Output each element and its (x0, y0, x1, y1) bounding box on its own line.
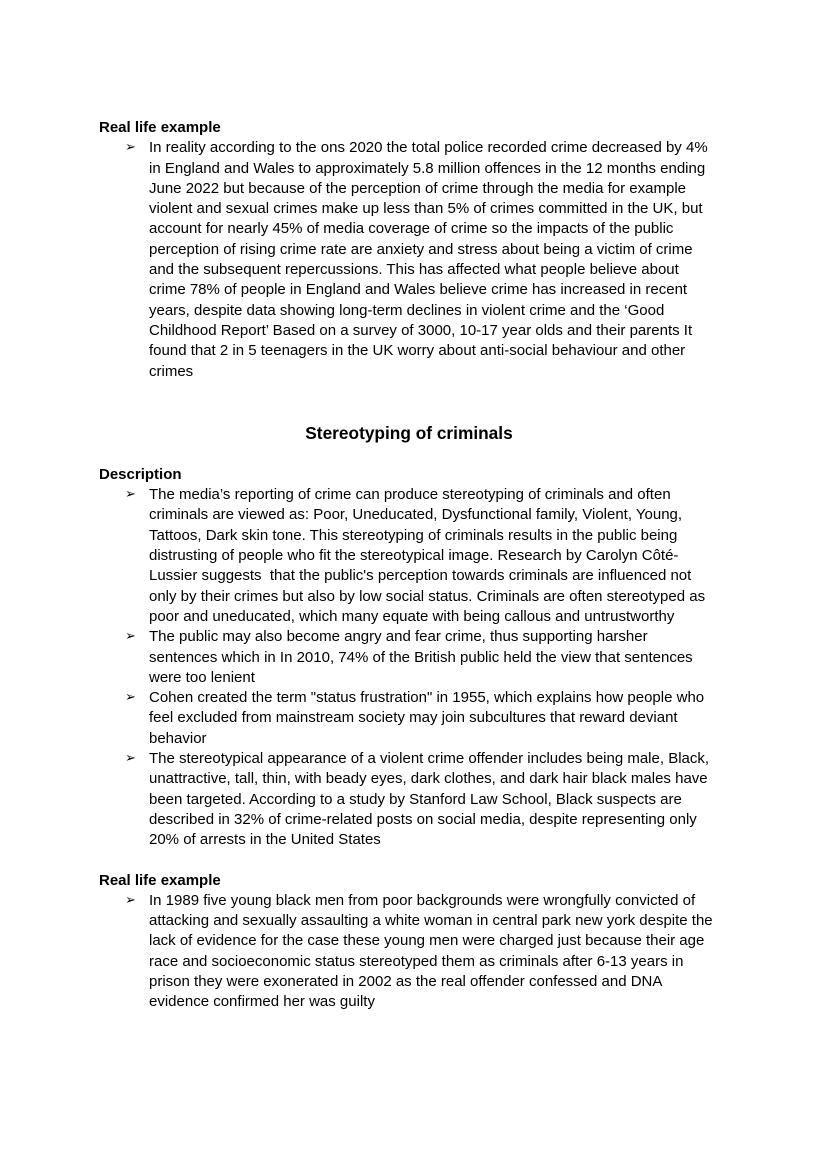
list-item (99, 138, 719, 382)
list-item (99, 891, 719, 1013)
section-description (99, 465, 719, 851)
section-heading: Description (99, 465, 182, 483)
list-item-text: The media’s reporting of crime can produce stereotyping of criminals and often criminals are viewed as: Poor, Uneducated, Dysfunctional family, Violent, Young, Tattoos, Dark skin tone. This stereotyping of criminals results in the public being distrusting of people who fit the stereotypical image. Research by Carolyn Côté-Lussier suggests that the public's perception towards criminals are influenced not only by their crimes but also by low social status. Criminals are often stereotyped as poor and uneducated, which many equate with being callous and untrustworthy (149, 486, 710, 625)
section-real-life-example-bottom (99, 871, 719, 1013)
list-item-text: In reality according to the ons 2020 the total police recorded crime decreased by 4% in England and Wales to approximately 5.8 million offences in the 12 months ending June 2022 but because of the perception of crime through the media for example violent and sexual crimes make up less than 5% of crimes committed in the UK, but account for nearly 45% of media coverage of crime so the impacts of the public perception of rising crime rate are anxiety and stress about being a victim of crime and the subsequent repercussions. This has affected what people believe about crime 78% of people in England and Wales believe crime has increased in recent years, despite data showing long-term declines in violent crime and the ‘Good Childhood Report’ Based on a survey of 3000, 10-17 year olds and their parents It found that 2 in 5 teenagers in the UK worry about anti-social behaviour and other crimes (149, 139, 712, 380)
arrow-bullet-icon: ➢ (125, 487, 136, 503)
section-heading: Real life example (99, 871, 221, 889)
list-item-text: In 1989 five young black men from poor backgrounds were wrongfully convicted of attacking and sexually assaulting a white woman in central park new york despite the lack of evidence for the case these young men were charged just because their age race and socioeconomic status stereotyped them as criminals after 6-13 years in prison they were exonerated in 2002 as the real offender confessed and DNA evidence confirmed her was guilty (149, 891, 717, 1011)
list-item (99, 627, 719, 688)
list-item (99, 749, 719, 850)
arrow-bullet-icon: ➢ (125, 140, 136, 156)
arrow-bullet-icon: ➢ (125, 892, 136, 908)
list-item (99, 688, 719, 749)
section-real-life-example-top (99, 118, 719, 382)
arrow-bullet-icon: ➢ (125, 751, 136, 767)
list-item-text: Cohen created the term "status frustration" in 1955, which explains how people who feel excluded from mainstream society may join subcultures that reward deviant behavior (149, 689, 709, 747)
arrow-bullet-icon: ➢ (125, 629, 136, 645)
list-item-text: The stereotypical appearance of a violent crime offender includes being male, Black, unattractive, tall, thin, with beady eyes, dark clothes, and dark hair black males have been targeted. According to a study by Stanford Law School, Black suspects are described in 32% of crime-related posts on social media, despite representing only 20% of arrests in the United States (149, 750, 714, 849)
arrow-bullet-icon: ➢ (125, 690, 136, 706)
section-heading: Real life example (99, 119, 221, 136)
list-item (99, 485, 719, 627)
list-item-text: The public may also become angry and fear crime, thus supporting harsher sentences which in In 2010, 74% of the British public held the view that sentences were too lenient (149, 628, 697, 686)
page-title: Stereotyping of criminals (305, 422, 513, 443)
